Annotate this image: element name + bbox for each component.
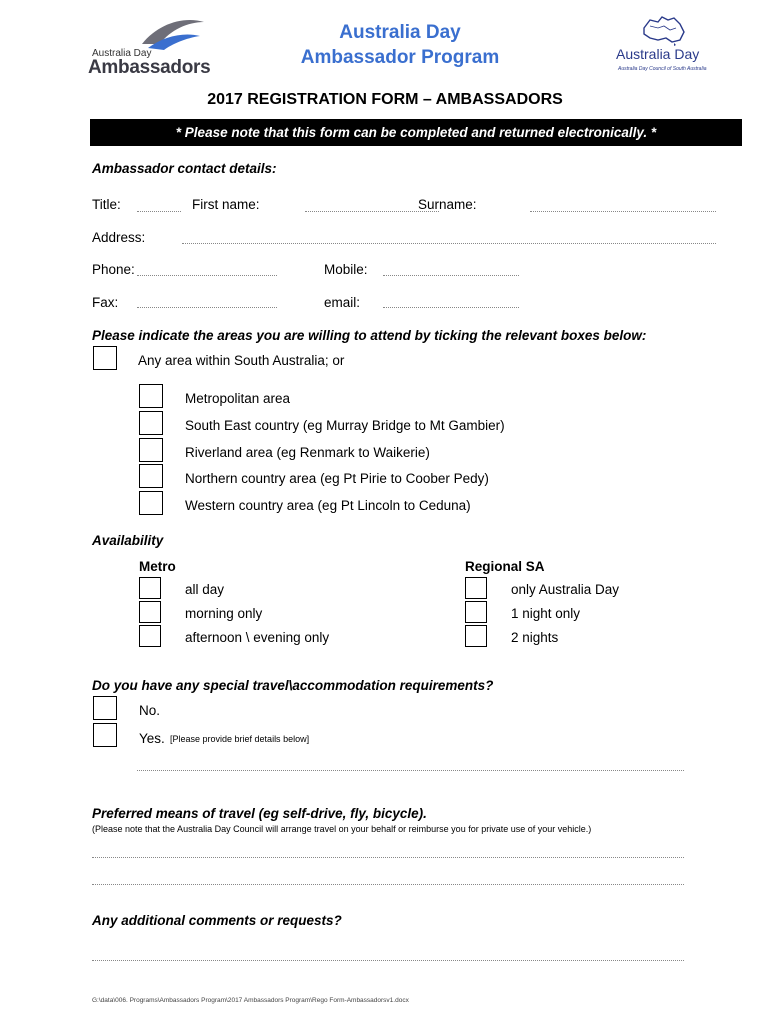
metro-afternoon-label: afternoon \ evening only — [185, 630, 330, 645]
title-label: Title: — [92, 197, 121, 212]
regional-heading: Regional SA — [465, 559, 545, 574]
notice-banner-text: * Please note that this form can be completed and returned electronically. * — [175, 125, 657, 140]
northern-label: Northern country area (eg Pt Pirie to Coober Pedy) — [185, 471, 489, 486]
south-east-label: South East country (eg Murray Bridge to Mt Gambier) — [185, 418, 505, 433]
means-field-line-1[interactable] — [92, 857, 684, 858]
south-east-checkbox[interactable] — [139, 411, 163, 435]
swoosh-icon — [138, 14, 208, 52]
fax-field[interactable] — [137, 307, 277, 308]
ambassadors-logo — [88, 14, 218, 78]
logo-small-text: Australia Day — [92, 48, 152, 59]
any-area-label: Any area within South Australia; or — [138, 353, 345, 368]
fax-label: Fax: — [92, 295, 119, 310]
form-title: 2017 REGISTRATION FORM – AMBASSADORS — [207, 91, 563, 108]
metro-all-day-checkbox[interactable] — [139, 577, 161, 599]
travel-details-field[interactable] — [137, 770, 684, 771]
metro-afternoon-checkbox[interactable] — [139, 625, 161, 647]
program-title-line1: Australia Day — [339, 22, 461, 43]
surname-label: Surname: — [418, 197, 477, 212]
areas-heading: Please indicate the areas you are willing to attend by ticking the relevant boxes below: — [92, 328, 647, 343]
contact-heading: Ambassador contact details: — [92, 161, 277, 176]
firstname-label: First name: — [192, 197, 260, 212]
email-field[interactable] — [383, 307, 519, 308]
mobile-field[interactable] — [383, 275, 519, 276]
program-title — [250, 20, 550, 70]
regional-australia-day-label: only Australia Day — [511, 582, 620, 597]
metro-all-day-label: all day — [185, 582, 225, 597]
any-area-checkbox[interactable] — [93, 346, 117, 370]
address-label: Address: — [92, 230, 146, 245]
australia-day-logo — [612, 14, 712, 76]
regional-1-night-label: 1 night only — [511, 606, 581, 621]
riverland-checkbox[interactable] — [139, 438, 163, 462]
comments-heading: Any additional comments or requests? — [92, 913, 342, 928]
footer-path: G:\data\006. Programs\Ambassadors Program\2017 Ambassadors Program\Rego Form-Ambassadorsv1.docx — [92, 997, 409, 1004]
means-note: (Please note that the Australia Day Council will arrange travel on your behalf or reimburse you for private use of your vehicle.) — [92, 824, 592, 834]
travel-heading: Do you have any special travel\accommodation requirements? — [92, 678, 494, 693]
regional-1-night-checkbox[interactable] — [465, 601, 487, 623]
metro-morning-checkbox[interactable] — [139, 601, 161, 623]
australia-map-icon — [638, 14, 688, 46]
riverland-label: Riverland area (eg Renmark to Waikerie) — [185, 445, 430, 460]
metro-morning-label: morning only — [185, 606, 263, 621]
travel-yes-label: Yes. — [139, 731, 165, 746]
phone-field[interactable] — [137, 275, 277, 276]
notice-banner — [90, 119, 742, 146]
metropolitan-label: Metropolitan area — [185, 391, 291, 406]
mobile-label: Mobile: — [324, 262, 368, 277]
western-checkbox[interactable] — [139, 491, 163, 515]
metropolitan-checkbox[interactable] — [139, 384, 163, 408]
travel-yes-checkbox[interactable] — [93, 723, 117, 747]
address-field[interactable] — [182, 243, 716, 244]
regional-2-nights-checkbox[interactable] — [465, 625, 487, 647]
australia-day-logo-text: Australia Day — [616, 46, 700, 62]
means-heading: Preferred means of travel (eg self-drive, fly, bicycle). — [92, 806, 427, 821]
surname-field[interactable] — [530, 211, 716, 212]
travel-no-checkbox[interactable] — [93, 696, 117, 720]
comments-field[interactable] — [92, 960, 684, 961]
western-label: Western country area (eg Pt Lincoln to Ceduna) — [185, 498, 471, 513]
availability-heading: Availability — [92, 533, 164, 548]
metro-heading: Metro — [139, 559, 176, 574]
means-field-line-2[interactable] — [92, 884, 684, 885]
title-field[interactable] — [137, 211, 181, 212]
australia-day-logo-subtext: Australia Day Council of South Australia — [618, 66, 707, 72]
regional-australia-day-checkbox[interactable] — [465, 577, 487, 599]
program-title-line2: Ambassador Program — [300, 47, 500, 68]
travel-yes-note: [Please provide brief details below] — [170, 734, 310, 744]
phone-label: Phone: — [92, 262, 135, 277]
email-label: email: — [324, 295, 361, 310]
regional-2-nights-label: 2 nights — [511, 630, 559, 645]
northern-checkbox[interactable] — [139, 464, 163, 488]
travel-no-label: No. — [139, 703, 161, 718]
logo-big-text: Ambassadors — [88, 57, 211, 78]
